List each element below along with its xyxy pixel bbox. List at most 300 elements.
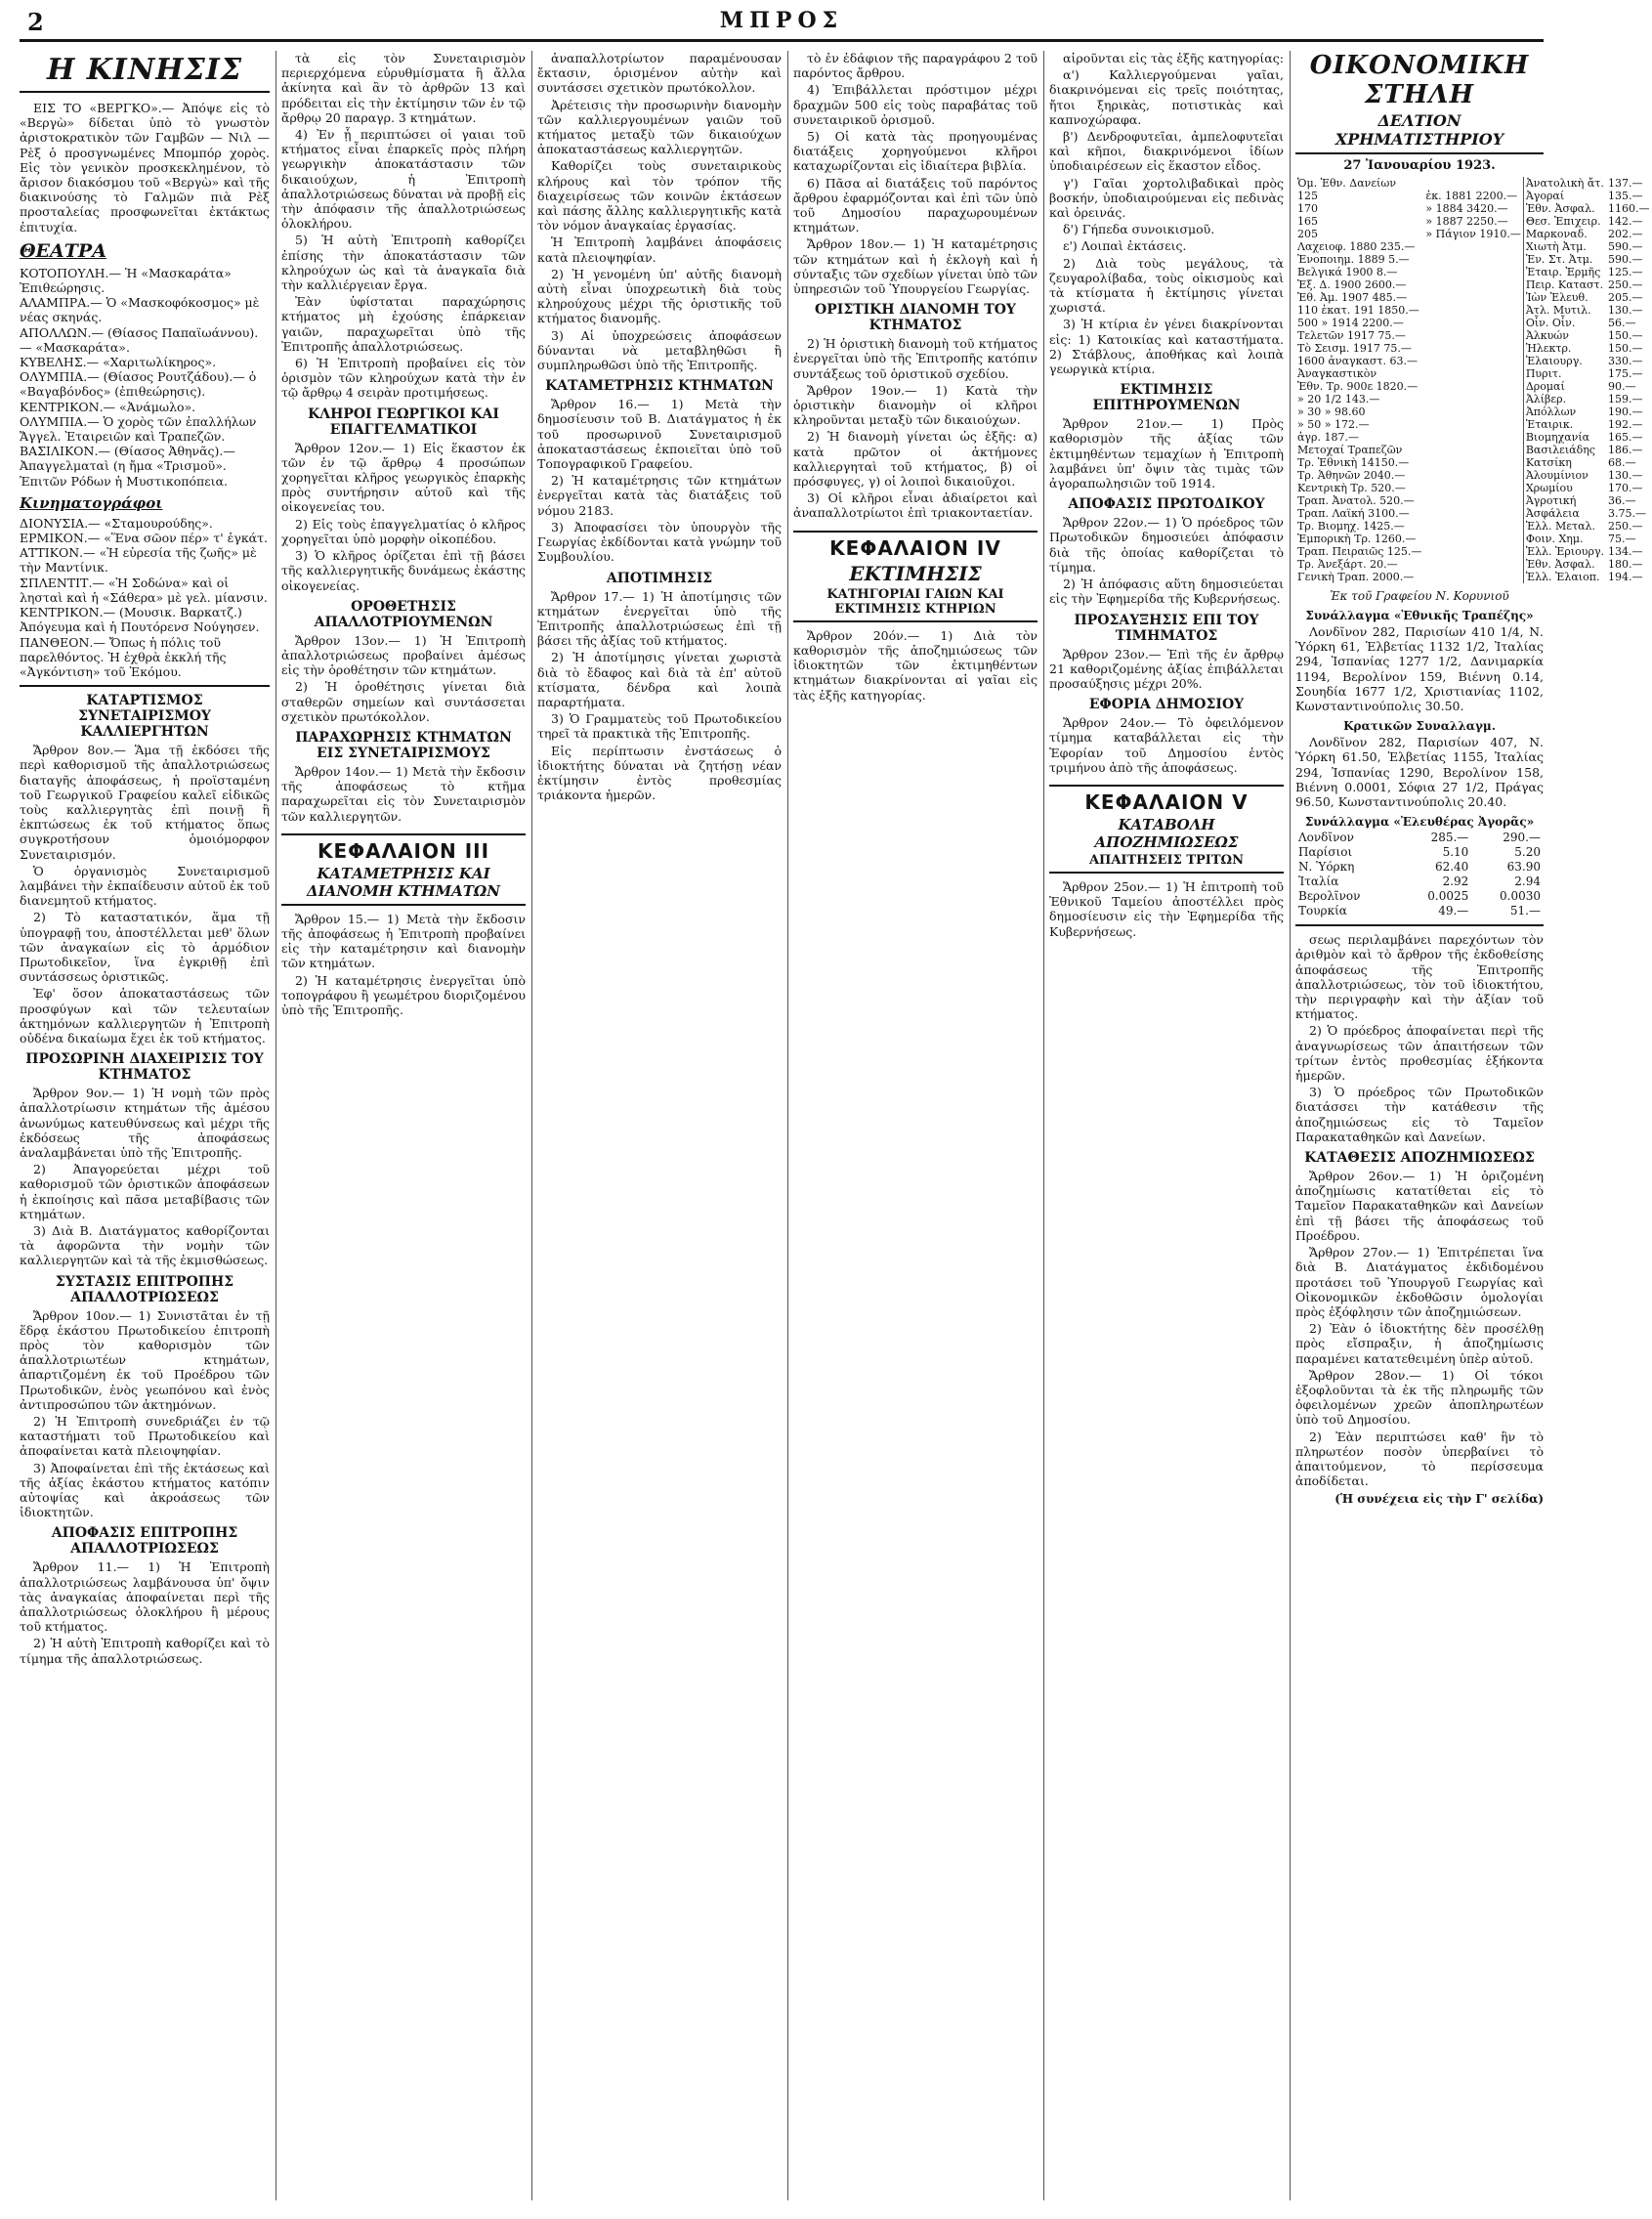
quote-name-right: Ἀλουμίνιον [1523, 469, 1606, 482]
article-paragraph: 3) Ὁ κλῆρος ὁρίζεται ἐπὶ τῇ βάσει τῆς καλλιεργητικῆς δυνάμεως ἑκάστης οἰκογενείας. [281, 548, 526, 593]
quote-name-left: Λαχειοφ. 1880 235.— [1297, 240, 1416, 253]
quote-value-right: 205.— [1608, 291, 1643, 304]
article-paragraph: Καθορίζει τοὺς συνεταιρικοὺς κλήρους καὶ τὸν τρόπον τῆς διαχειρίσεως τῶν κοινῶν ἐκτάσεων καὶ πάσης ἄλλης καλλιεργητικῆς κατὰ τὸν νόμον ἀναγκαίας ἐργασίας. [537, 158, 782, 234]
article-heading: ΣΥΣΤΑΣΙΣ ΕΠΙΤΡΟΠΗΣ ΑΠΑΛΛΟΤΡΙΩΣΕΩΣ [55, 1273, 234, 1305]
section-rule [1295, 924, 1544, 926]
quote-value-left [1423, 571, 1523, 583]
quote-name-right: Κατσίκη [1523, 456, 1606, 469]
article-paragraph: β') Δενδροφυτεῖαι, ἀμπελοφυτεῖαι καὶ κῆποι, διακρινόμενοι ἰδίων ὑποδιαιρέσεων εἰς ἕκαστον εἶδος. [1049, 129, 1284, 174]
quote-value-left [1423, 456, 1523, 469]
chapter-title: ΚΑΤΑΜΕΤΡΗΣΙΣ ΚΑΙ ΔΙΑΝΟΜΗ ΚΤΗΜΑΤΩΝ [307, 864, 500, 900]
article-paragraph: 2) Ἐὰν ὁ ἰδιοκτήτης δὲν προσέλθῃ πρὸς εἴσπραξιν, ἡ ἀποζημίωσις παραμένει κατατεθειμένη ὑπὲρ αὐτοῦ. [1295, 1321, 1544, 1366]
article-heading: ΑΠΟΦΑΣΙΣ ΕΠΙΤΡΟΠΗΣ ΑΠΑΛΛΟΤΡΙΩΣΕΩΣ [51, 1525, 238, 1558]
quote-row [1295, 190, 1652, 202]
article-paragraph: 2) Ἡ αὐτὴ Ἐπιτροπὴ καθορίζει καὶ τὸ τίμημα τῆς ἀπαλλοτριώσεως. [20, 1636, 270, 1666]
quote-row [1295, 367, 1652, 380]
article-paragraph: 2) Εἰς τοὺς ἐπαγγελματίας ὁ κλῆρος χορηγεῖται ὑπὸ μορφὴν οἰκοπέδου. [281, 516, 526, 546]
quote-value-left [1423, 355, 1523, 367]
quote-row [1295, 533, 1652, 545]
quote-name-right: Ἐλαιουργ. [1523, 355, 1606, 367]
article-paragraph: Ἐὰν ὑφίσταται παραχώρησις κτήματος μὴ ἐχούσης ἐπάρκειαν γαιῶν, παραχωρεῖται ὑπὸ τῆς Ἐπιτροπῆς ἀπαλλοτριώσεως. [281, 294, 526, 354]
theatre-item: ΑΠΟΛΛΩΝ.— (Θίασος Παπαϊωάννου).— «Μασκαράτα». [20, 324, 259, 355]
fx-buy: 49.— [1438, 904, 1469, 918]
quote-name-right: Φοιν. Χημ. [1523, 533, 1606, 545]
quote-value-left [1423, 240, 1523, 253]
article-paragraph: 6) Πᾶσα αἱ διατάξεις τοῦ παρόντος ἄρθρου ἐφαρμόζονται καὶ ἐπὶ τῶν ὑπὸ τοῦ Δημοσίου παραχωρουμένων κτημάτων. [793, 175, 1038, 235]
quote-name-left: Τρ. Ἐθνικὴ 14150.— [1297, 456, 1410, 469]
article-paragraph: Ἄρθρον 22ον.— 1) Ὁ πρόεδρος τῶν Πρωτοδικῶν δημοσιεύει ἀπόφασιν διὰ τῆς ὁποίας καθορίζεται τὸ τίμημα. [1049, 515, 1284, 575]
fx-currency: Ἰταλία [1298, 875, 1339, 889]
quote-value-left [1423, 520, 1523, 533]
quote-name-left: Βελγικά 1900 8.— [1297, 266, 1398, 278]
quote-name-right: Ἀλίβερ. [1523, 393, 1606, 405]
quote-name-right: Πειρ. Καταστ. [1523, 278, 1606, 291]
quote-value-right: 175.— [1608, 367, 1643, 380]
article-paragraph: Ἄρθρον 19ον.— 1) Κατὰ τὴν ὁριστικὴν διανομὴν οἱ κλῆροι κληροῦνται μεταξὺ τῶν δικαιούχων. [793, 382, 1038, 428]
article-paragraph: α') Καλλιεργούμεναι γαῖαι, διακρινόμεναι εἰς τρεῖς ποιότητας, ἤτοι ξηρικὰς, ποτιστικὰς καὶ καπνοχώραφα. [1049, 67, 1284, 127]
article-paragraph: ε') Λοιπαὶ ἐκτάσεις. [1063, 238, 1187, 254]
column-divider [1043, 51, 1044, 2200]
chapter-subtitle: ΑΠΑΙΤΗΣΕΙΣ ΤΡΙΤΩΝ [1088, 852, 1245, 868]
quote-value-left [1423, 393, 1523, 405]
fx-sell: 51.— [1509, 904, 1541, 918]
quote-value-left [1423, 469, 1523, 482]
fx-currency: Λονδῖνον [1298, 831, 1354, 845]
article-paragraph: 2) Ἡ ὁριστικὴ διανομὴ τοῦ κτήματος ἐνεργεῖται ὑπὸ τῆς Ἐπιτροπῆς κατόπιν συντάξεως τοῦ ὁριστικοῦ σχεδίου. [793, 336, 1038, 381]
article-paragraph: 3) Ὁ Γραμματεὺς τοῦ Πρωτοδικείου τηρεῖ τὰ πρακτικὰ τῆς Ἐπιτροπῆς. [537, 711, 782, 742]
quote-name-left: Τρ. Βιομηχ. 1425.— [1297, 520, 1405, 533]
article-paragraph: Ἄρθρον 28ον.— 1) Οἱ τόκοι ἐξοφλοῦνται τὰ ἐκ τῆς πληρωμῆς τῶν ὀφειλομένων χρεῶν ἀποπληρωτέων ὑπὸ τοῦ Δημοσίου. [1295, 1367, 1544, 1428]
fx-currency: Τουρκία [1298, 904, 1347, 918]
quote-value-left [1423, 266, 1523, 278]
quote-row [1295, 469, 1652, 482]
chapter-heading [1049, 785, 1284, 874]
column-divider [787, 51, 788, 2200]
article-paragraph: Ἄρθρον 25ον.— 1) Ἡ ἐπιτροπὴ τοῦ Ἐθνικοῦ Ταμείου ἀποστέλλει πρὸς δημοσίευσιν εἰς τὴν Ἐφημερίδα τῆς Κυβερνήσεως. [1049, 878, 1284, 939]
fx-row [1295, 831, 1544, 845]
stock-exchange-subtitle: ΔΕΛΤΙΟΝ ΧΡΗΜΑΤΙΣΤΗΡΙΟΥ [1295, 111, 1544, 154]
article-heading: ΠΡΟΣΩΡΙΝΗ ΔΙΑΧΕΙΡΙΣΙΣ ΤΟΥ ΚΤΗΜΑΤΟΣ [25, 1051, 264, 1084]
fx-sell: 290.— [1503, 831, 1541, 845]
article-paragraph: Ἄρθρον 14ον.— 1) Μετὰ τὴν ἔκδοσιν τῆς ἀποφάσεως τὸ κτῆμα παραχωρεῖται εἰς τὸν Συνεταιρισμὸν τῶν καλλιεργητῶν. [281, 763, 526, 824]
quote-row [1295, 215, 1652, 228]
article-paragraph: 2) Ἡ γενομένη ὑπ' αὐτῆς διανομὴ αὐτὴ εἶναι ὑποχρεωτικὴ διὰ τοὺς κληρούχους μέχρι τῆς ὁριστικῆς τοῦ κτήματος διανομῆς. [537, 266, 782, 326]
quote-name-right: Ἑλλ. Ἐλαιοπ. [1523, 571, 1606, 583]
article-paragraph: 2) Ἡ Ἐπιτροπὴ συνεδριάζει ἐν τῷ καταστήματι τοῦ Πρωτοδικείου καὶ ἀποφαίνεται κατὰ πλειοψηφίαν. [20, 1414, 270, 1459]
quote-name-right: Ἐταιρ. Ἐρμῆς [1523, 266, 1606, 278]
quote-name-right: Ἑλλ. Μεταλ. [1523, 520, 1606, 533]
article-paragraph: 2) Ἡ ὁροθέτησις γίνεται διὰ σταθερῶν σημείων καὶ συντάσσεται σχετικὸν πρωτόκολλον. [281, 679, 526, 724]
quote-name-left: Ἐξ. Δ. 1900 2600.— [1297, 278, 1407, 291]
free-market-fx-table [1295, 831, 1544, 918]
article-paragraph: 2) Ἡ διανομὴ γίνεται ὡς ἑξῆς: α) κατὰ πρῶτον οἱ ἀκτήμονες καλλιεργηταὶ τοῦ κτήματος, β) οἱ πρόσφυγες, γ) οἱ λοιποὶ δικαιοῦχοι. [793, 429, 1038, 490]
chapter-label: ΚΕΦΑΛΑΙΟΝ ΙΙΙ [317, 838, 490, 863]
chapter-title: ΕΚΤΙΜΗΣΙΣ [849, 561, 982, 585]
quote-name-left: 1600 ἀναγκαστ. 63.— [1297, 355, 1418, 367]
quote-row [1295, 291, 1652, 304]
quote-value-left [1423, 329, 1523, 342]
paper-name: ΜΠΡΟΣ [719, 8, 844, 33]
section-rule [20, 685, 270, 687]
quote-row [1295, 304, 1652, 317]
fx-sell: 63.90 [1506, 860, 1541, 875]
quote-value-left [1423, 507, 1523, 520]
article-paragraph: 3) Ἀποφασίσει τὸν ὑπουργὸν τῆς Γεωργίας ἐκδίδονται κατὰ γνώμην τοῦ Συμβουλίου. [537, 519, 782, 565]
article-paragraph: 3) Οἱ κλῆροι εἶναι ἀδιαίρετοι καὶ ἀναπαλλοτρίωτοι ἐπὶ τριακονταετίαν. [793, 491, 1038, 521]
quote-name-right: Ἀγροτική [1523, 494, 1606, 507]
theatre-item: ΟΛΥΜΠΙΑ.— (Θίασος Ρουτζάδου).— ὁ «Βαγαβόνδος» (ἐπιθεώρησις). [20, 369, 257, 400]
article-paragraph: Ἄρθρον 16.— 1) Μετὰ τὴν δημοσίευσιν τοῦ Β. Διατάγματος ἡ ἐκ τοῦ προσωρινοῦ Συνεταιρισμοῦ ἀποκαταστάσεως ἐκποιεῖται ὑπὸ τοῦ Τοπογραφικοῦ Γραφείου. [537, 397, 782, 472]
newspaper-page [20, 8, 1650, 2211]
fx-buy: 285.— [1430, 831, 1469, 845]
bank-note: Ἐκ τοῦ Γραφείου Ν. Κορυνιοῦ [1330, 589, 1509, 603]
quote-value-right: 190.— [1608, 405, 1643, 418]
quote-name-left: Τελετῶν 1917 75.— [1297, 329, 1406, 342]
quote-value-right: 170.— [1608, 482, 1643, 494]
article-paragraph: Ἄρθρον 17.— 1) Ἡ ἀποτίμησις τῶν κτημάτων ἐνεργεῖται ὑπὸ τῆς Ἐπιτροπῆς ἀπαλλοτριώσεως ἐπὶ τῇ βάσει τῆς ἀξίας τοῦ κτήματος. [537, 588, 782, 649]
column-1 [20, 51, 270, 2200]
quote-name-left: Ὁμ. Ἐθν. Δανείων [1297, 177, 1397, 190]
fx-currency: Βερολῖνον [1298, 889, 1361, 904]
quote-name-left: Τραπ. Πειραιῶς 125.— [1297, 545, 1422, 558]
quote-value-left [1423, 482, 1523, 494]
quote-value-left [1423, 418, 1523, 431]
quote-name-right: Ἀτλ. Μυτιλ. [1523, 304, 1606, 317]
fx-sell: 0.0030 [1500, 889, 1541, 904]
quote-name-left: Τραπ. Ἀνατολ. 520.— [1297, 494, 1415, 507]
quote-row [1295, 571, 1652, 583]
quote-value-left [1423, 342, 1523, 355]
quote-value-right: 165.— [1608, 431, 1643, 444]
quote-name-left: Τρ. Ἀνεξάρτ. 20.— [1297, 558, 1398, 571]
quote-name-right: Ἐν. Στ. Ἀτμ. [1523, 253, 1606, 266]
fx-currency: Παρίσιοι [1298, 845, 1353, 860]
quote-name-right: Ἑλλ. Ἐριουργ. [1523, 545, 1606, 558]
quote-value-left [1423, 278, 1523, 291]
column-4 [793, 51, 1038, 2200]
quote-value-right: 180.— [1608, 558, 1643, 571]
quote-row [1295, 545, 1652, 558]
quote-row [1295, 494, 1652, 507]
exchange-heading: Συνάλλαγμα «Ἐθνικῆς Τραπέζης» [1305, 609, 1534, 622]
chapter-subtitle: ΚΑΤΗΓΟΡΙΑΙ ΓΑΙΩΝ ΚΑΙ ΕΚΤΙΜΗΣΙΣ ΚΤΗΡΙΩΝ [826, 586, 1004, 617]
article-paragraph: δ') Γήπεδα συνοικισμοῦ. [1063, 222, 1215, 237]
article-heading: ΟΡΟΘΕΤΗΣΙΣ ΑΠΑΛΛΟΤΡΙΟΥΜΕΝΩΝ [314, 598, 493, 630]
quote-row [1295, 240, 1652, 253]
quote-name-left: 500 » 1914 2200.— [1297, 317, 1404, 329]
quote-row [1295, 456, 1652, 469]
quote-name-left: 125 [1297, 190, 1318, 202]
article-paragraph: 2) Τὸ καταστατικόν, ἅμα τῇ ὑπογραφῇ του, ἀποστέλλεται μεθ' ὅλων τῶν ἀναγκαίων εἰς τὸ ἁρμόδιον Πρωτοδικεῖον, ἵνα ἐγκριθῇ ἐπὶ συντάσσεως ὁριστικῶς. [20, 910, 270, 985]
chapter-label: ΚΕΦΑΛΑΙΟΝ V [1084, 789, 1249, 814]
quote-row [1295, 177, 1652, 190]
article-paragraph: γ') Γαῖαι χορτολιβαδικαὶ πρὸς βοσκήν, ὑποδιαιρούμεναι εἰς πεδινὰς καὶ ὀρεινάς. [1049, 175, 1284, 221]
quote-row [1295, 520, 1652, 533]
quote-name-right: Οἶν. Οἶν. [1523, 317, 1606, 329]
quote-row [1295, 342, 1652, 355]
fx-row [1295, 875, 1544, 889]
quote-name-right: Ἐταιρικ. [1523, 418, 1606, 431]
quote-value-left [1423, 253, 1523, 266]
quote-value-left [1423, 558, 1523, 571]
quote-value-left [1423, 304, 1523, 317]
article-paragraph: 2) Ἀπαγορεύεται μέχρι τοῦ καθορισμοῦ τῶν ὁριστικῶν ἀποφάσεων ἡ ἐκποίησις καὶ πᾶσα μεταβίβασις τῶν κτημάτων. [20, 1162, 270, 1221]
theatre-item: ΑΛΑΜΠΡΑ.— Ὁ «Μασκοφόκοσμος» μὲ νέας σκηνάς. [20, 295, 260, 325]
quote-name-right: Ἐθν. Ἀσφαλ. [1523, 558, 1606, 571]
quote-value-right: 135.— [1608, 190, 1643, 202]
article-paragraph: Εἰς περίπτωσιν ἐνστάσεως ὁ ἰδιοκτήτης δύναται νὰ ζητήσῃ νέαν ἐκτίμησιν ἐντὸς προθεσμίας τριάκοντα ἡμερῶν. [537, 743, 782, 803]
cinemas-title: Κινηματογράφοι [20, 493, 163, 512]
article-paragraph: Ἄρθρον 27ον.— 1) Ἐπιτρέπεται ἵνα διὰ Β. Διατάγματος ἐκδιδομένου προτάσει τοῦ Ὑπουργοῦ Γεωργίας καὶ Οἰκονομικῶν ἐκδοθῶσιν ὁμολογίαι πρὸς ἐξόφλησιν τῶν ἀποζημιώσεων. [1295, 1245, 1544, 1319]
article-paragraph: 5) Οἱ κατὰ τὰς προηγουμένας διατάξεις χορηγούμενοι κλῆροι καταχωρίζονται εἰς ἰδιαίτερα βιβλία. [793, 129, 1038, 174]
column-divider [275, 51, 276, 2200]
article-paragraph: 2) Διὰ τοὺς μεγάλους, τὰ ζευγαρολίβαδα, τοὺς οἰκισμοὺς καὶ τὰ κτίσματα ἡ ἐκτίμησις γίνεται χωριστά. [1049, 255, 1284, 316]
quote-value-left [1423, 431, 1523, 444]
quote-value-right: 330.— [1608, 355, 1643, 367]
fx-row [1295, 845, 1544, 860]
article-paragraph: 2) Ἐὰν περιπτώσει καθ' ἣν τὸ πληρωτέον ποσὸν ὑπερβαίνει τὸ ἀπαιτούμενον, τὸ περίσσευμα ἀποδίδεται. [1295, 1429, 1544, 1489]
cinema-item: ΚΕΝΤΡΙΚΟΝ.— (Μουσικ. Βαρκατζ.) Ἀπόγευμα καὶ ἡ Πουτόρενσ Νούγησεν. [20, 605, 260, 635]
quote-name-right: Βιομηχανία [1523, 431, 1606, 444]
article-paragraph: 2) Ἡ καταμέτρησις τῶν κτημάτων ἐνεργεῖται κατὰ τὰς διατάξεις τοῦ νόμου 2183. [537, 473, 782, 518]
quote-value-left [1423, 177, 1523, 190]
column-divider [1290, 51, 1291, 2200]
quote-name-right: Βασιλειάδης [1523, 444, 1606, 456]
fx-buy: 0.0025 [1427, 889, 1469, 904]
fx-buy: 2.92 [1442, 875, 1469, 889]
article-paragraph: 5) Ἡ αὐτὴ Ἐπιτροπὴ καθορίζει ἐπίσης τὴν ἀποκατάστασιν τῶν κληρούχων ὡς καὶ τὰ ἀναγκαῖα διὰ τὴν καλλιέργειαν ἔργα. [281, 233, 526, 293]
quote-row [1295, 266, 1652, 278]
quote-value-right: 130.— [1608, 304, 1643, 317]
article-paragraph: 4) Ἐπιβάλλεται πρόστιμον μέχρι δραχμῶν 500 εἰς τοὺς παραβάτας τοῦ συνεταιρικοῦ ὁρισμοῦ. [793, 82, 1038, 127]
quote-name-left: Ἐμπορικὴ Τρ. 1260.— [1297, 533, 1417, 545]
quote-name-left: 165 [1297, 215, 1318, 228]
quote-row [1295, 418, 1652, 431]
quote-name-left: Ἀναγκαστικὸν [1297, 367, 1377, 380]
quote-value-right: 150.— [1608, 342, 1643, 355]
article-paragraph: Ἄρθρον 15.— 1) Μετὰ τὴν ἔκδοσιν τῆς ἀποφάσεως ἡ Ἐπιτροπὴ προβαίνει εἰς τὴν καταμέτρησιν καὶ διανομὴν τῶν κτημάτων. [281, 911, 526, 971]
article-paragraph: 2) Ἡ καταμέτρησις ἐνεργεῖται ὑπὸ τοπογράφου ἢ γεωμέτρου διοριζομένου ὑπὸ τῆς Ἐπιτροπῆς. [281, 972, 526, 1017]
theatre-item: ΚΟΤΟΠΟΥΛΗ.— Ἡ «Μασκαράτα» Ἐπιθεώρησις. [20, 265, 232, 296]
article-paragraph: Ἄρθρον 24ον.— Τὸ ὀφειλόμενον τίμημα καταβάλλεται εἰς τὴν Ἐφορίαν τοῦ Δημοσίου ἐντὸς τριμήνου ἀπὸ τῆς ἀποφάσεως. [1049, 715, 1284, 775]
quote-name-left: Τραπ. Λαϊκή 3100.— [1297, 507, 1410, 520]
article-paragraph: Ἡ Ἐπιτροπὴ λαμβάνει ἀποφάσεις κατὰ πλειοψηφίαν. [537, 235, 782, 265]
exchange-heading: Κρατικῶν Συναλλαγμ. [1343, 719, 1496, 734]
quote-value-right: 130.— [1608, 469, 1643, 482]
quote-value-right: 3.75.— [1608, 507, 1647, 520]
article-paragraph: σεως περιλαμβάνει παρεχόντων τὸν ἀριθμὸν καὶ τὸ ἄρθρον τῆς ἐκδοθείσης ἀποφάσεως τῆς Ἐπιτροπῆς ἀπαλλοτριώσεως, τὸν τοῦ ἰδιοκτήτου, τὴν περιγραφὴν καὶ τὴν ἀξίαν τοῦ κτήματος. [1295, 932, 1544, 1022]
quote-value-left [1423, 317, 1523, 329]
fx-currency: Ν. Ὑόρκη [1298, 860, 1355, 875]
quote-row [1295, 393, 1652, 405]
theatre-item: ΚΥΒΕΛΗΣ.— «Χαριτωλίκηρος». [20, 355, 217, 370]
quote-value-left [1423, 444, 1523, 456]
quote-row [1295, 329, 1652, 342]
quote-value-right: 194.— [1608, 571, 1643, 583]
quote-name-right: Ἐθν. Ἀσφαλ. [1523, 202, 1606, 215]
quote-value-right: 1160.— [1608, 202, 1650, 215]
quote-name-right: Μαρκοναδ. [1523, 228, 1606, 240]
chapter-title: ΚΑΤΑΒΟΛΗ ΑΠΟΖΗΜΙΩΣΕΩΣ [1094, 815, 1239, 851]
stock-quotes-table [1295, 177, 1652, 583]
quote-name-right: Δρομαί [1523, 380, 1606, 393]
article-paragraph: Ἄρθρον 9ον.— 1) Ἡ νομὴ τῶν πρὸς ἀπαλλοτρίωσιν κτημάτων τῆς ἀμέσου ἀνωνύμως κατευθύνσεως καὶ μέχρι τῆς ἐκδόσεως τῆς ἀποφάσεως ἀναλαμβάνεται ὑπὸ τῆς Ἐπιτροπῆς. [20, 1086, 270, 1160]
quote-name-left: 110 ἐκατ. 191 1850.— [1297, 304, 1419, 317]
quote-row [1295, 228, 1652, 240]
quote-value-right: 186.— [1608, 444, 1643, 456]
quote-name-left: 170 [1297, 202, 1318, 215]
article-paragraph: Ἄρθρον 18ον.— 1) Ἡ καταμέτρησις τῶν κτημάτων καὶ ἡ ἐκλογὴ καὶ ἡ σύνταξις τῶν σχεδίων γίνεται ὑπὸ τῶν ὑπηρεσιῶν τοῦ Ὑπουργείου Γεωργίας. [793, 236, 1038, 297]
article-paragraph: Ἄρθρον 13ον.— 1) Ἡ Ἐπιτροπὴ ἀπαλλοτριώσεως προβαίνει ἀμέσως εἰς τὴν ὁροθέτησιν τῶν κτημάτων. [281, 632, 526, 678]
quote-name-right: Ἠλεκτρ. [1523, 342, 1606, 355]
quote-value-right: 68.— [1608, 456, 1636, 469]
article-paragraph: Ἐφ' ὅσον ἀποκαταστάσεως τῶν προσφύγων καὶ τῶν τελευταίων ἀκτημόνων καλλιεργητῶν ἡ Ἐπιτροπὴ οὐδένα δικαίωμα ἔχει ἐκ τοῦ κτήματος. [20, 986, 270, 1045]
quote-row [1295, 253, 1652, 266]
quote-value-right: 150.— [1608, 329, 1643, 342]
quote-row [1295, 380, 1652, 393]
quote-row [1295, 431, 1652, 444]
quote-value-right: 36.— [1608, 494, 1636, 507]
quote-name-left: » 50 » 172.— [1297, 418, 1370, 431]
chapter-label: ΚΕΦΑΛΑΙΟΝ IV [829, 535, 1001, 560]
exchange-rates-text: Λονδῖνον 282, Παρισίων 407, Ν. Ὑόρκη 61.50, Ἑλβετίας 1155, Ἰταλίας 294, Ἰσπανίας 1290, Βερολίνον 158, Βιέννη 0.0001, Σόφια 27 1/2, Πράγας 96.50, Κωνσταντινούπολις 20.40. [1295, 735, 1544, 810]
theatre-item: ΚΕΝΤΡΙΚΟΝ.— «Ἀνάμωλο». [20, 399, 196, 414]
quote-row [1295, 558, 1652, 571]
quote-name-right: Ἀσφάλεια [1523, 507, 1606, 520]
article-paragraph: Ἄρθρον 8ον.— Ἅμα τῇ ἐκδόσει τῆς περὶ καθορισμοῦ τῆς ἀπαλλοτριώσεως διαταγῆς ἀποφάσεως, ἡ προϊσταμένη τοῦ Γεωργικοῦ Γραφείου καλεῖ εἰδικῶς τοὺς καλλιεργητὰς ἐπὶ ποινῇ ἢ ἐκπτώσεως ἐκ τοῦ κτήματος ὅπως συγκροτήσουν ὁμοιόμορφον Συνεταιρισμόν. [20, 743, 270, 862]
quote-value-right: 125.— [1608, 266, 1643, 278]
quote-value-left: » Πάγιον 1910.— [1425, 228, 1521, 240]
economic-column-title: ΟΙΚΟΝΟΜΙΚΗ ΣΤΗΛΗ [1309, 51, 1530, 109]
quote-value-right: 134.— [1608, 545, 1643, 558]
quote-value-right: 250.— [1608, 520, 1643, 533]
quote-value-left [1423, 367, 1523, 380]
cinema-list [20, 516, 270, 679]
article-paragraph: Ἄρθρον 20όν.— 1) Διὰ τὸν καθορισμὸν τῆς ἀποζημιώσεως τῶν ἰδιοκτητῶν τῶν ἐκτιμηθέντων κτημάτων διακρίνονται αἱ γαῖαι εἰς τὰς ἑξῆς κατηγορίας. [793, 627, 1038, 703]
chapter-heading [281, 833, 526, 906]
cinema-item: ΣΠΛΕΝΤΙΤ.— «Ἡ Σοδώνα» καὶ οἱ λησταὶ καὶ ἡ «Σάθερα» μὲ γελ. μίανσιν. [20, 575, 268, 605]
quote-row [1295, 482, 1652, 494]
theatres-title: ΘΕΑΤΡΑ [20, 239, 106, 262]
quote-name-left: » 20 1/2 143.— [1297, 393, 1380, 405]
quote-name-left: Μετοχαί Τραπεζῶν [1297, 444, 1403, 456]
exchange-rates-text: Λονδῖνον 282, Παρισίων 410 1/4, Ν. Ὑόρκη 61, Ἑλβετίας 1132 1/2, Ἰταλίας 294, Ἰσπανίας 1277 1/2, Δανιμαρκία 1194, Βερολίνον 159, Βιέννη 0.14, Σουηδία 1677 1/2, Χριστιανίας 1102, Κωνσταντινούπολις 30.50. [1295, 624, 1544, 714]
quote-date: 27 Ἰανουαρίου 1923. [1343, 158, 1496, 173]
quote-value-right: 137.— [1608, 177, 1643, 190]
quote-name-right: Θεσ. Ἐπιχειρ. [1523, 215, 1606, 228]
quote-value-left [1423, 533, 1523, 545]
quote-name-left: Κεντρικὴ Τρ. 520.— [1297, 482, 1406, 494]
quote-value-left [1423, 380, 1523, 393]
quote-name-right: Χρωμίου [1523, 482, 1606, 494]
quote-name-left: Ἐνοποιημ. 1889 5.— [1297, 253, 1410, 266]
theatre-item: ΟΛΥΜΠΙΑ.— Ὁ χορὸς τῶν ἐπαλλήλων Ἄγγελ. Ἐταιρειῶν καὶ Τραπεζῶν. [20, 413, 257, 445]
article-paragraph: Ἄρθρον 10ον.— 1) Συνιστᾶται ἐν τῇ ἕδρᾳ ἑκάστου Πρωτοδικείου ἐπιτροπὴ πρὸς τὸν καθορισμὸν τῶν ἀπαλλοτριωτέων κτημάτων, ἀπαρτιζομένη ἐκ τοῦ Προέδρου τῶν Πρωτοδικῶν, ἑνὸς γεωπόνου καὶ ἑνὸς ἀντιπροσώπου τῶν ἀκτημόνων. [20, 1307, 270, 1412]
theatre-list [20, 266, 270, 489]
article-paragraph: Ἄρθρον 11.— 1) Ἡ Ἐπιτροπὴ ἀπαλλοτριώσεως λαμβάνουσα ὑπ' ὄψιν τὰς ἀναγκαίας ἀποφαίνεται περὶ τῆς ἀπαλλοτριώσεως ὁλοκλήρου ἢ μέρους τοῦ κτήματος. [20, 1559, 270, 1635]
quote-row [1295, 444, 1652, 456]
quote-name-right: Ἀγοραί [1523, 190, 1606, 202]
article-heading: ΚΛΗΡΟΙ ΓΕΩΡΓΙΚΟΙ ΚΑΙ ΕΠΑΓΓΕΛΜΑΤΙΚΟΙ [308, 405, 499, 438]
article-heading: ΚΑΤΑΘΕΣΙΣ ΑΠΟΖΗΜΙΩΣΕΩΣ [1304, 1150, 1535, 1167]
exchange-heading: Συνάλλαγμα «Ἐλευθέρας Ἀγορᾶς» [1304, 815, 1535, 830]
page-number: 2 [27, 8, 44, 36]
quote-name-left: Τρ. Ἀθηνῶν 2040.— [1297, 469, 1406, 482]
quote-name-left: Ἐθν. Τρ. 900ε 1820.— [1297, 380, 1419, 393]
quote-name-left: Τὸ Σεισμ. 1917 75.— [1297, 342, 1412, 355]
quote-value-right: 250.— [1608, 278, 1643, 291]
article-paragraph: 2) Ἡ ἀπόφασις αὕτη δημοσιεύεται εἰς τὴν Ἐφημερίδα τῆς Κυβερνήσεως. [1049, 576, 1284, 607]
article-heading: ΟΡΙΣΤΙΚΗ ΔΙΑΝΟΜΗ ΤΟΥ ΚΤΗΜΑΤΟΣ [815, 302, 1016, 334]
quote-value-left [1423, 494, 1523, 507]
quote-value-right: 142.— [1608, 215, 1643, 228]
quote-row [1295, 405, 1652, 418]
article-paragraph: τὰ εἰς τὸν Συνεταιρισμὸν περιερχόμενα εὐρυθμίσματα ἢ ἄλλα ἀκίνητα καὶ ἂν τὸ ἀρθρῶν 13 καὶ πρόδειται εἰς τὴν ἐκτίμησιν τῶν ἐν τῷ ἄρθρῳ 20 παραγρ. 3 κτημάτων. [281, 51, 526, 125]
column-6 [1295, 51, 1650, 2200]
article-paragraph: 3) Ἡ κτίρια ἐν γένει διακρίνονται εἰς: 1) Κατοικίας καὶ καταστήματα. 2) Στάβλους, ἀποθήκας καὶ λοιπὰ γεωργικὰ κτίρια. [1049, 317, 1284, 377]
quote-name-right: Χιωτὴ Ἀτμ. [1523, 240, 1606, 253]
quote-value-left: » 1884 3420.— [1425, 202, 1508, 215]
article-paragraph: 4) Ἐν ᾗ περιπτώσει οἱ γαιαι τοῦ κτήματος εἶναι ἐπαρκεῖς πρὸς πλήρη γεωργικὴν ἀποκατάστασιν τῶν δικαιούχων, ἡ Ἐπιτροπὴ ἀπαλλοτριώσεως δύναται νὰ προβῇ εἰς τὴν ἀπόφασιν τῆς ἀπαλλοτριώσεως ὁλοκλήρου. [281, 127, 526, 232]
quote-name-left: ἀγρ. 187.— [1297, 431, 1359, 444]
article-heading: ΚΑΤΑΡΤΙΣΜΟΣ ΣΥΝΕΤΑΙΡΙΣΜΟΥ ΚΑΛΛΙΕΡΓΗΤΩΝ [78, 693, 211, 741]
quote-row [1295, 202, 1652, 215]
fx-row [1295, 904, 1544, 918]
quote-value-left [1423, 291, 1523, 304]
masthead [20, 8, 1544, 41]
article-paragraph: 3) Ὁ πρόεδρος τῶν Πρωτοδικῶν διατάσσει τὴν κατάθεσιν τῆς ἀποζημιώσεως εἰς τὸ Ταμεῖον Παρακαταθηκῶν καὶ Δανείων. [1295, 1085, 1544, 1144]
section-title: Η ΚΙΝΗΣΙΣ [20, 53, 270, 93]
article-paragraph: Ὁ ὀργανισμὸς Συνεταιρισμοῦ λαμβάνει τὴν ἐκπαίδευσιν αὐτοῦ ἐκ τοῦ διανεμητοῦ κτήματος. [20, 863, 270, 909]
article-paragraph: 2) Ὁ πρόεδρος ἀποφαίνεται περὶ τῆς ἀναγνωρίσεως τῶν ἀπαιτήσεων τῶν τρίτων ἐντὸς προθεσμίας ἑξήκοντα ἡμερῶν. [1295, 1023, 1544, 1084]
quote-name-right: Ἰὼν Ἐλευθ. [1523, 291, 1606, 304]
quote-name-left: Ἐθ. Ἀμ. 1907 485.— [1297, 291, 1408, 304]
quote-name-right: Ἀλκυών [1523, 329, 1606, 342]
quote-name-right: Ἀπόλλων [1523, 405, 1606, 418]
column-3 [537, 51, 782, 2200]
article-paragraph: 6) Ἡ Ἐπιτροπὴ προβαίνει εἰς τὸν ὁρισμὸν τῶν κληρούχων κατὰ τὴν ἐν τῷ ἄρθρῳ 4 σειρὰν προτιμήσεως. [281, 356, 526, 401]
article-paragraph: τὸ ἐν ἐδάφιον τῆς παραγράφου 2 τοῦ παρόντος ἄρθρου. [793, 51, 1038, 81]
article-paragraph: Ἄρθρον 12ον.— 1) Εἰς ἕκαστον ἐκ τῶν ἐν τῷ ἄρθρῳ 4 προσώπων χορηγεῖται κλῆρος γεωργικὸς ἐπαρκὴς πρὸς συντήρησιν αὐτοῦ καὶ τῆς οἰκογενείας του. [281, 440, 526, 515]
column-divider [531, 51, 532, 2200]
article-heading: ΑΠΟΤΙΜΗΣΙΣ [606, 570, 713, 586]
fx-row [1295, 860, 1544, 875]
article-paragraph: 3) Διὰ Β. Διατάγματος καθορίζονται τὰ ἀφορῶντα τὴν νομὴν τῶν καλλιεργητῶν καὶ τὰ τῆς ἐκμισθώσεως. [20, 1223, 270, 1268]
article-paragraph: 2) Ἡ ἀποτίμησις γίνεται χωριστὰ διὰ τὸ ἔδαφος καὶ διὰ τὰ ἐπ' αὐτοῦ κτίσματα, δένδρα καὶ λοιπὰ παραρτήματα. [537, 650, 782, 709]
quote-name-left: » 30 » 98.60 [1297, 405, 1366, 418]
article-paragraph: Ἄρθρον 21ον.— 1) Πρὸς καθορισμὸν τῆς ἀξίας τῶν ἐκτιμηθέντων τεμαχίων ἡ Ἐπιτροπὴ λαμβάνει ὑπ' ὄψιν τὰς τιμὰς τῶν ἀγοραπωλησιῶν τοῦ 1914. [1049, 416, 1284, 491]
quote-name-right: Ἀνατολικὴ ἄτ. [1523, 177, 1606, 190]
quote-row [1295, 317, 1652, 329]
article-paragraph: Ἀρέτεισις τὴν προσωρινὴν διανομὴν τῶν καλλιεργουμένων γαιῶν τοῦ κτήματος μεταξὺ τῶν δικαιούχων ἀποκαταστάσεως καλλιεργητῶν. [537, 97, 782, 157]
fx-buy: 62.40 [1434, 860, 1469, 875]
cinema-item: ΑΤΤΙΚΟΝ.— «Ἡ εὐρεσία τῆς ζωῆς» μὲ τὴν Μαντίνικ. [20, 545, 257, 576]
article-heading: ΑΠΟΦΑΣΙΣ ΠΡΩΤΟΔΙΚΟΥ [1068, 496, 1265, 513]
quote-value-right: 159.— [1608, 393, 1643, 405]
chapter-heading [793, 531, 1038, 622]
column-2 [281, 51, 526, 2200]
quote-value-left: ἐκ. 1881 2200.— [1425, 190, 1518, 202]
quote-name-left: Γενικὴ Τραπ. 2000.— [1297, 571, 1415, 583]
column-5 [1049, 51, 1284, 2200]
quote-value-right: 590.— [1608, 240, 1643, 253]
quote-value-right: 75.— [1608, 533, 1636, 545]
quote-value-right: 202.— [1608, 228, 1643, 240]
fx-buy: 5.10 [1442, 845, 1469, 860]
quote-value-right: 590.— [1608, 253, 1643, 266]
article-paragraph: Ἄρθρον 26ον.— 1) Ἡ ὁριζομένη ἀποζημίωσις κατατίθεται εἰς τὸ Ταμεῖον Παρακαταθηκῶν καὶ Δανείων ἐπὶ τῇ βάσει τῆς ἀποφάσεως τοῦ Προέδρου. [1295, 1169, 1544, 1243]
quote-row [1295, 278, 1652, 291]
